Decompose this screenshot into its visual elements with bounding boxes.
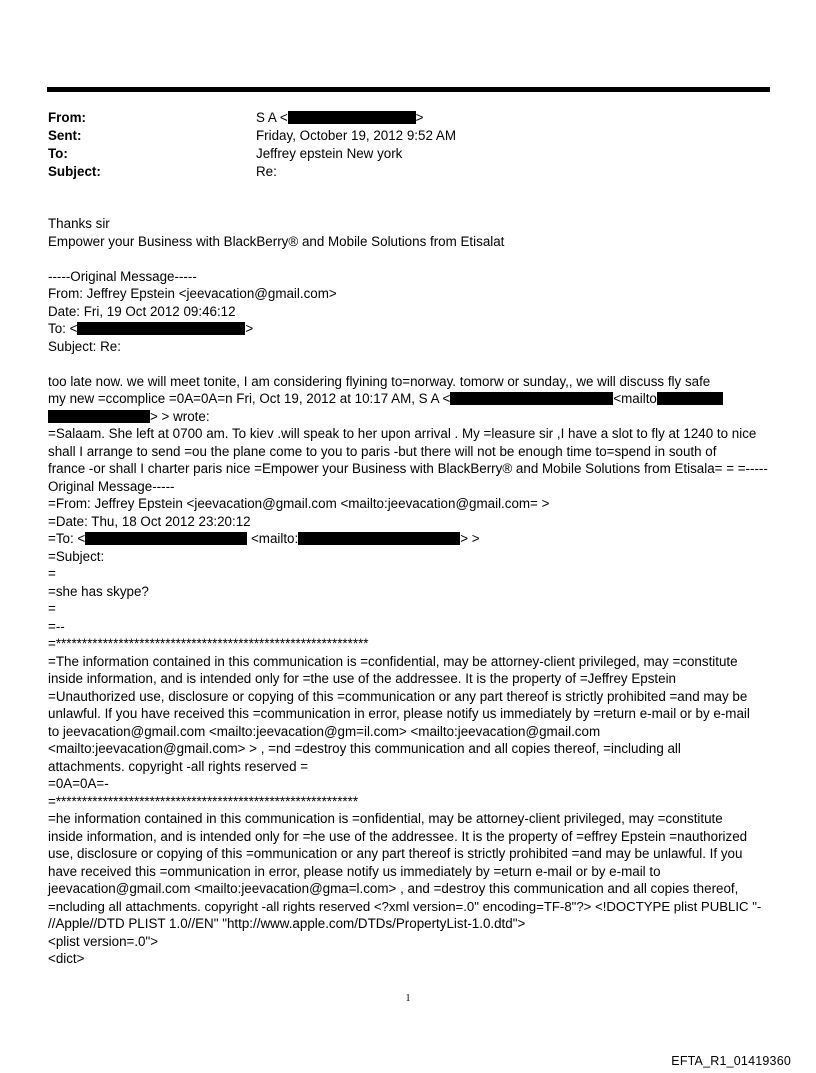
- subject-value: Re:: [256, 164, 277, 179]
- body-line: too late now. we will meet tonite, I am considering flyining to=norway. tomorw or sunday,, we will discuss fly safe: [48, 373, 711, 389]
- body-line: shall I arrange to send =ou the plane come to you to paris -but there will not be enough time to=spend in south of: [48, 443, 717, 459]
- body-line: Date: Fri, 19 Oct 2012 09:46:12: [48, 303, 236, 319]
- email-body: [48, 215, 770, 968]
- body-line: <plist version=.0">: [48, 933, 159, 949]
- redaction-box: [288, 111, 416, 124]
- body-line: <dict>: [48, 951, 85, 966]
- redaction-box: [85, 532, 247, 545]
- body-line: =: [48, 566, 56, 581]
- body-line: =--: [48, 618, 65, 634]
- sent-value: Friday, October 19, 2012 9:52 AM: [256, 128, 456, 143]
- redaction-box: [657, 392, 723, 405]
- body-line: to jeevacation@gmail.com <mailto:jeevacation@gm=il.com> <mailto:jeevacation@gmail.com: [48, 723, 601, 739]
- body-line: =he information contained in this communication is =onfidential, may be attorney-client privileged, may =constitute: [48, 811, 723, 826]
- sent-row: [48, 127, 768, 145]
- body-line: france -or shall I charter paris nice =Empower your Business with BlackBerry® and Mobile Solutions from Etisala= = =-----: [48, 461, 768, 476]
- to-row: [48, 145, 768, 163]
- to-value: Jeffrey epstein New york: [256, 146, 403, 161]
- body-line: //Apple//DTD PLIST 1.0//EN" "http://www.apple.com/DTDs/PropertyList-1.0.dtd">: [48, 916, 526, 931]
- body-line: =************************************************************: [48, 636, 369, 651]
- body-line: =**********************************************************: [48, 793, 359, 809]
- redaction-box: [298, 532, 460, 545]
- bates-number: EFTA_R1_01419360: [671, 1054, 791, 1068]
- body-line: inside information, and is intended only for =the use of the addressee. It is the property of =Jeffrey Epstein: [48, 671, 676, 686]
- body-line: =Unauthorized use, disclosure or copying of this =communication or any part thereof is strictly prohibited =and may be: [48, 688, 748, 704]
- body-line: =From: Jeffrey Epstein <jeevacation@gmail.com <mailto:jeevacation@gmail.com= >: [48, 496, 550, 511]
- body-line: =Date: Thu, 18 Oct 2012 23:20:12: [48, 513, 251, 529]
- body-line: =Subject:: [48, 548, 105, 564]
- body-line: have received this =ommunication in error, please notify us immediately by =eturn e-mail or by e-mail to: [48, 863, 661, 879]
- redaction-box: [48, 410, 150, 423]
- body-line: =: [48, 601, 56, 616]
- redaction-box: [450, 392, 613, 405]
- body-line: =ncluding all attachments. copyright -all rights reserved <?xml version=.0" encoding=TF-8"?> <!DOCTYPE plist PUBLIC "-: [48, 898, 762, 914]
- redaction-box: [77, 322, 245, 335]
- from-label: From:: [48, 110, 86, 125]
- body-line: unlawful. If you have received this =communication in error, please notify us immediately by =return e-mail or by e-mail: [48, 706, 750, 721]
- body-line: =Salaam. She left at 0700 am. To kiev .will speak to her upon arrival . My =leasure sir ,I have a slot to fly at 1240 to nice: [48, 426, 757, 441]
- body-line: my new =ccomplice =0A=0A=n Fri, Oct 19, 2012 at 10:17 AM, S A < <mailto: [48, 390, 770, 408]
- from-row: [48, 109, 768, 127]
- from-value: S A < >: [256, 110, 424, 125]
- body-line: attachments. copyright -all rights reserved =: [48, 758, 309, 774]
- subject-label: Subject:: [48, 164, 101, 179]
- body-line: =The information contained in this communication is =confidential, may be attorney-client privileged, may =constitute: [48, 653, 738, 669]
- body-line: inside information, and is intended only for =he use of the addressee. It is the property of =effrey Epstein =nauthorized: [48, 828, 748, 844]
- header-rule: [47, 87, 770, 92]
- body-line: To: < >: [48, 321, 254, 336]
- body-line: jeevacation@gmail.com <mailto:jeevacation@gma=l.com> , and =destroy this communication and all copies thereof,: [48, 881, 739, 896]
- body-line: Empower your Business with BlackBerry® and Mobile Solutions from Etisalat: [48, 233, 505, 249]
- body-line: From: Jeffrey Epstein <jeevacation@gmail.com>: [48, 286, 337, 301]
- body-line: use, disclosure or copying of this =ommunication or any part thereof is strictly prohibited =and may be unlawful. If you: [48, 846, 743, 861]
- body-line: =To: < <mailto: > >: [48, 531, 480, 546]
- to-label: To:: [48, 146, 68, 161]
- body-line: Thanks sir: [48, 216, 110, 231]
- body-line: <mailto:jeevacation@gmail.com> > , =nd =destroy this communication and all copies thereof, =including all: [48, 741, 681, 756]
- page-number: 1: [405, 993, 411, 1004]
- body-line: Original Message-----: [48, 478, 175, 494]
- sent-label: Sent:: [48, 128, 82, 143]
- body-line: Subject: Re:: [48, 338, 121, 354]
- body-line: -----Original Message-----: [48, 268, 197, 284]
- body-line: =0A=0A=-: [48, 776, 109, 791]
- body-line: =she has skype?: [48, 583, 149, 599]
- body-line: > > wrote:: [48, 408, 770, 426]
- subject-row: [48, 163, 768, 181]
